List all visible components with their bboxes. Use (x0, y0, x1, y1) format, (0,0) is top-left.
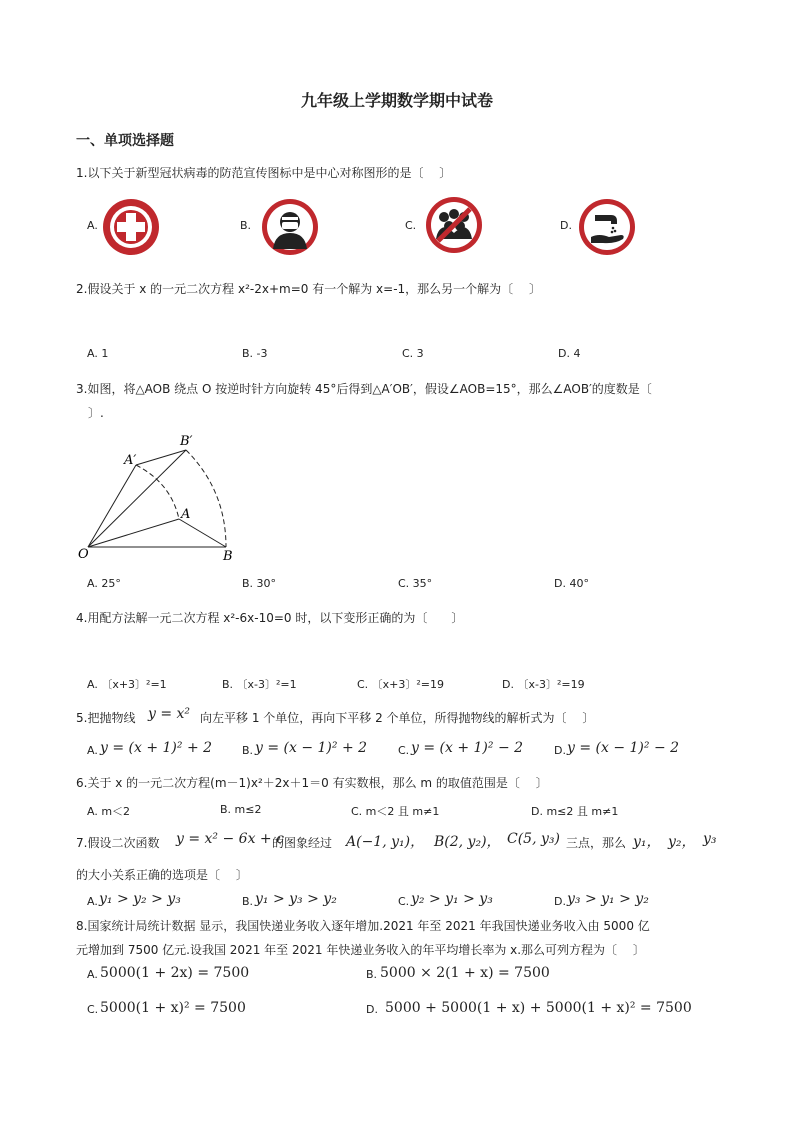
q7-point-c: C(5, y₃) (507, 831, 560, 847)
q8-option-a-label: A. (87, 968, 98, 981)
q7-option-d: y₃ > y₁ > y₂ (567, 891, 649, 907)
q6-option-c: C. m＜2 且 m≠1 (351, 805, 440, 818)
q5-option-a: y = (x + 1)² + 2 (100, 740, 213, 756)
q2-option-b: B. -3 (242, 347, 268, 360)
hand-washing-icon (577, 197, 637, 260)
q6-option-b: B. m≤2 (220, 803, 262, 816)
rotation-figure (76, 428, 246, 571)
q2-option-a: A. 1 (87, 347, 109, 360)
question-5-stem-prefix: 5.把抛物线 (76, 711, 136, 725)
question-3-stem-end: 〕. (76, 406, 104, 420)
q8-option-d-label: D. (366, 1003, 378, 1016)
q5-option-c: y = (x + 1)² − 2 (411, 740, 524, 756)
masked-person-icon (260, 197, 320, 260)
q4-option-c: C. 〔x+3〕²=19 (357, 678, 445, 691)
q1-option-a-label: A. (87, 219, 98, 232)
q5-option-b: y = (x − 1)² + 2 (255, 740, 368, 756)
q8-option-b: 5000 × 2(1 + x) = 7500 (380, 965, 550, 981)
q3-option-c: C. 35° (398, 577, 433, 590)
q5-option-d: y = (x − 1)² − 2 (567, 740, 680, 756)
q8-option-c: 5000(1 + x)² = 7500 (100, 1000, 246, 1016)
label-B: B (223, 549, 233, 564)
q5-option-c-label: C. (398, 744, 410, 757)
q4-option-d: D. 〔x-3〕²=19 (502, 678, 585, 691)
page-title: 九年级上学期数学期中试卷 (300, 91, 493, 110)
question-7-stem-mid: 的图象经过 (272, 836, 333, 850)
q6-option-d: D. m≤2 且 m≠1 (531, 805, 619, 818)
q8-option-a: 5000(1 + 2x) = 7500 (100, 965, 250, 981)
q7-var-y3: y₃ (703, 831, 717, 847)
question-1-stem: 1.以下关于新型冠状病毒的防范宣传图标中是中心对称图形的是〔 〕 (76, 166, 452, 180)
q3-option-d: D. 40° (554, 577, 589, 590)
q7-option-a: y₁ > y₂ > y₃ (99, 891, 181, 907)
q6-option-a: A. m＜2 (87, 805, 131, 818)
q1-option-b-label: B. (240, 219, 252, 232)
q1-option-c-label: C. (405, 219, 417, 232)
question-6-stem: 6.关于 x 的一元二次方程(m－1)x²＋2x＋1＝0 有实数根，那么 m 的取值范围是〔 〕 (76, 776, 548, 790)
q7-option-b: y₁ > y₃ > y₂ (255, 891, 337, 907)
q7-point-a: A(−1, y₁)， (346, 834, 425, 850)
q7-point-b: B(2, y₂)， (434, 834, 501, 850)
q8-option-d: 5000 + 5000(1 + x) + 5000(1 + x)² = 7500 (385, 1000, 692, 1016)
q8-option-b-label: B. (366, 968, 378, 981)
q4-option-a: A. 〔x+3〕²=1 (87, 678, 167, 691)
label-A-prime: A′ (124, 453, 137, 468)
q8-option-c-label: C. (87, 1003, 99, 1016)
q7-var-y2: y₂， (668, 834, 696, 850)
q5-parabola: y = x² (148, 706, 191, 722)
question-8-stem-2: 元增加到 7500 亿元.设我国 2021 年至 2021 年快递业务收入的年平均增长率为 x.那么可列方程为〔 〕 (76, 943, 645, 957)
q7-option-c-label: C. (398, 895, 410, 908)
q5-option-b-label: B. (242, 744, 254, 757)
q1-option-d-label: D. (560, 219, 572, 232)
q7-option-d-label: D. (554, 895, 566, 908)
question-7-stem-2: 的大小关系正确的选项是〔 〕 (76, 868, 248, 882)
label-A: A (181, 507, 191, 522)
q7-option-a-label: A. (87, 895, 98, 908)
q7-option-b-label: B. (242, 895, 254, 908)
question-7-stem-prefix: 7.假设二次函数 (76, 836, 160, 850)
question-4-stem: 4.用配方法解一元二次方程 x²-6x-10=0 时，以下变形正确的为〔 〕 (76, 611, 464, 625)
question-2-stem: 2.假设关于 x 的一元二次方程 x²-2x+m=0 有一个解为 x=-1，那么另一个解为〔 〕 (76, 282, 541, 296)
section-heading: 一、单项选择题 (76, 133, 174, 149)
question-8-stem-1: 8.国家统计局统计数据 显示，我国快递业务收入逐年增加.2021 年至 2021 年我国快递业务收入由 5000 亿 (76, 919, 650, 933)
q7-option-c: y₂ > y₁ > y₃ (411, 891, 493, 907)
red-cross-icon (101, 197, 161, 260)
q4-option-b: B. 〔x-3〕²=1 (222, 678, 297, 691)
question-3-stem: 3.如图，将△AOB 绕点 O 按逆时针方向旋转 45°后得到△A′OB′，假设∠AOB=15°，那么∠AOB′的度数是〔 (76, 382, 652, 396)
q7-function: y = x² − 6x + c (176, 831, 284, 847)
q5-option-a-label: A. (87, 744, 98, 757)
q3-option-b: B. 30° (242, 577, 277, 590)
question-5-stem-suffix: 向左平移 1 个单位，再向下平移 2 个单位，所得抛物线的解析式为〔 〕 (200, 711, 595, 725)
label-O: O (78, 547, 89, 562)
label-B-prime: B′ (180, 434, 193, 449)
no-gathering-icon (424, 195, 484, 258)
q5-option-d-label: D. (554, 744, 566, 757)
q2-option-c: C. 3 (402, 347, 424, 360)
q2-option-d: D. 4 (558, 347, 581, 360)
q7-var-y1: y₁， (633, 834, 661, 850)
question-7-stem-end: 三点，那么 (566, 836, 627, 850)
q3-option-a: A. 25° (87, 577, 121, 590)
